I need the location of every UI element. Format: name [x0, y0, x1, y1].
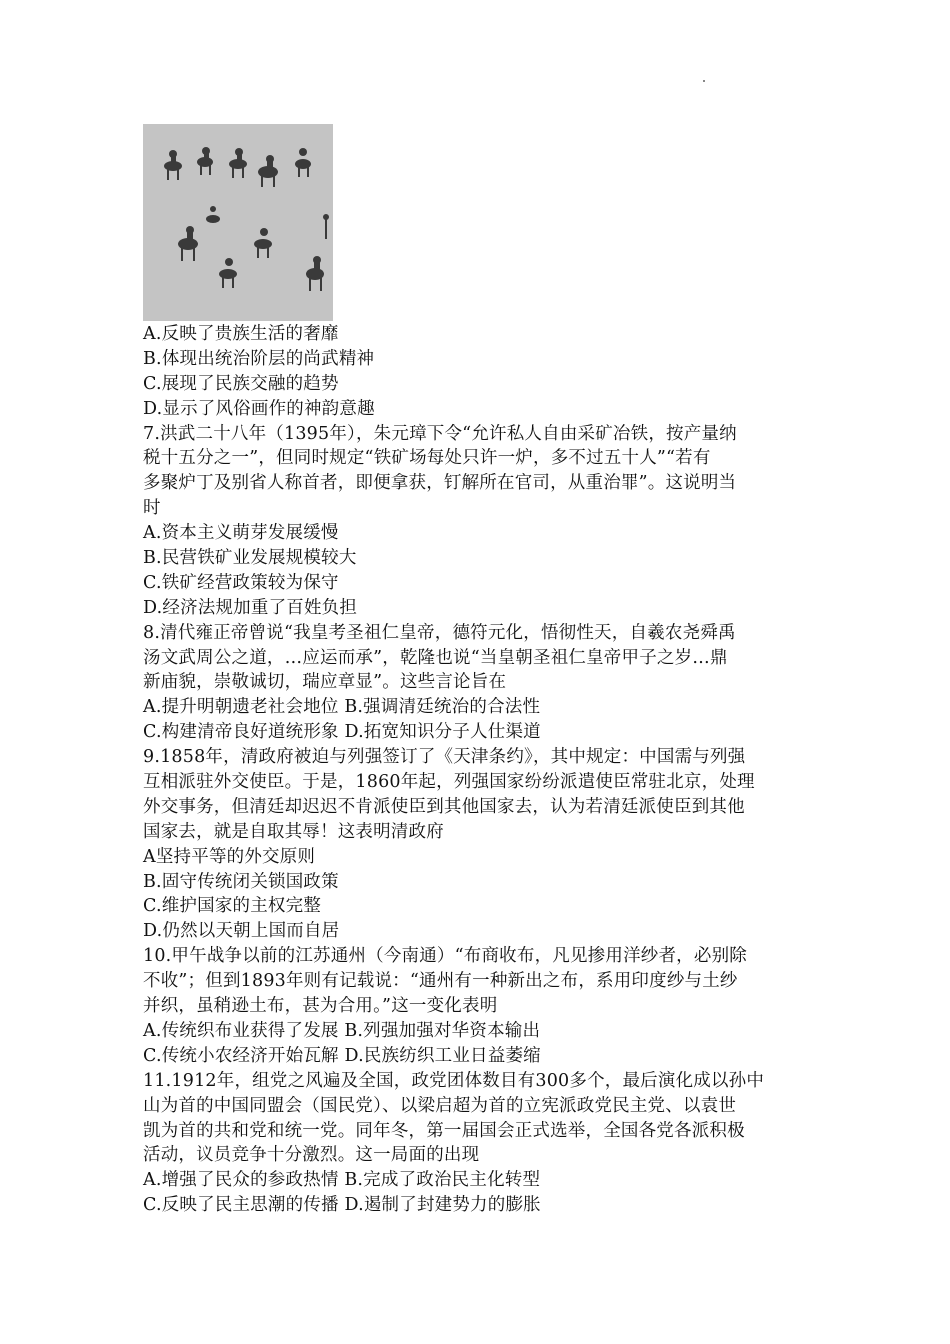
option-line: A坚持平等的外交原则 — [143, 846, 316, 867]
option-line: C.铁矿经营政策较为保守 — [143, 572, 339, 593]
question-7-stem: 税十五分之一”，但同时规定“铁矿场每处只许一炉，多不过五十人”“若有 — [143, 448, 711, 469]
horse-riders-painting — [143, 124, 333, 321]
option-line: C.反映了民主思潮的传播 D.遏制了封建势力的膨胀 — [143, 1195, 541, 1216]
question-7-stem: 7.洪武二十八年（1395年），朱元璋下令“允许私人自由采矿冶铁，按产量纳 — [143, 423, 737, 444]
question-10-stem: 并织，虽稍逊土布，甚为合用。”这一变化表明 — [143, 996, 498, 1017]
option-line: B.民营铁矿业发展规模较大 — [143, 548, 357, 569]
question-8-stem: 新庙貌，崇敬诚切，瑞应章显”。这些言论旨在 — [143, 672, 507, 693]
option-line: C.构建清帝良好道统形象 D.拓宽知识分子人仕渠道 — [143, 722, 541, 743]
question-7-stem: 时 — [143, 498, 161, 519]
question-9-stem: 互相派驻外交使臣。于是，1860年起，列强国家纷纷派遣使臣常驻北京，处理 — [143, 772, 755, 793]
question-9-stem: 国家去，就是自取其辱！这表明清政府 — [143, 821, 444, 842]
option-line: D.显示了风俗画作的神韵意趣 — [143, 398, 375, 419]
question-11-stem: 凯为首的共和党和统一党。同年冬，第一届国会正式选举，全国各党各派积极 — [143, 1120, 745, 1141]
option-line: A.提升明朝遗老社会地位 B.强调清廷统治的合法性 — [143, 697, 541, 718]
option-line: C.传统小农经济开始瓦解 D.民族纺织工业日益萎缩 — [143, 1045, 541, 1066]
option-line: B.固守传统闭关锁国政策 — [143, 871, 339, 892]
question-8-stem: 汤文武周公之道，…应运而承”，乾隆也说“当皇朝圣祖仁皇帝甲子之岁…鼎 — [143, 647, 728, 668]
question-11-stem: 11.1912年，组党之风遍及全国，政党团体数目有300多个，最后演化成以孙中 — [143, 1070, 765, 1091]
question-8-stem: 8.清代雍正帝曾说“我皇考圣祖仁皇帝，德符元化，悟彻性天，自羲农尧舜禹 — [143, 622, 736, 643]
option-line: D.经济法规加重了百姓负担 — [143, 597, 358, 618]
option-line: A.增强了民众的参政热情 B.完成了政治民主化转型 — [143, 1170, 541, 1191]
question-7-stem: 多聚炉丁及别省人称首者，即便拿获，钉解所在官司，从重治罪”。这说明当 — [143, 473, 737, 494]
question-10-stem: 不收”；但到1893年则有记载说：“通州有一种新出之布，系用印度纱与土纱 — [143, 971, 738, 992]
option-line: A.传统织布业获得了发展 B.列强加强对华资本输出 — [143, 1020, 541, 1041]
question-11-stem: 山为首的中国同盟会（国民党）、以梁启超为首的立宪派政党民主党、以袁世 — [143, 1095, 737, 1116]
option-line: B.体现出统治阶层的尚武精神 — [143, 348, 375, 369]
option-line: C.展现了民族交融的趋势 — [143, 373, 339, 394]
option-line: D.仍然以天朝上国而自居 — [143, 921, 340, 942]
option-line: A.反映了贵族生活的奢靡 — [143, 324, 339, 344]
option-line: A.资本主义萌芽发展缓慢 — [143, 523, 339, 544]
question-9-stem: 9.1858年，清政府被迫与列强签订了《天津条约》，其中规定：中国需与列强 — [143, 747, 746, 768]
question-10-stem: 10.甲午战争以前的江苏通州（今南通）“布商收布，凡见掺用洋纱者，必别除 — [143, 946, 747, 967]
question-9-stem: 外交事务，但清廷却迟迟不肯派使臣到其他国家去，认为若清廷派使臣到其他 — [143, 796, 745, 817]
question-text — [143, 322, 815, 1218]
option-line: C.维护国家的主权完整 — [143, 896, 322, 917]
question-11-stem: 活动，议员竞争十分激烈。这一局面的出现 — [143, 1145, 480, 1166]
scan-speck — [703, 80, 705, 82]
